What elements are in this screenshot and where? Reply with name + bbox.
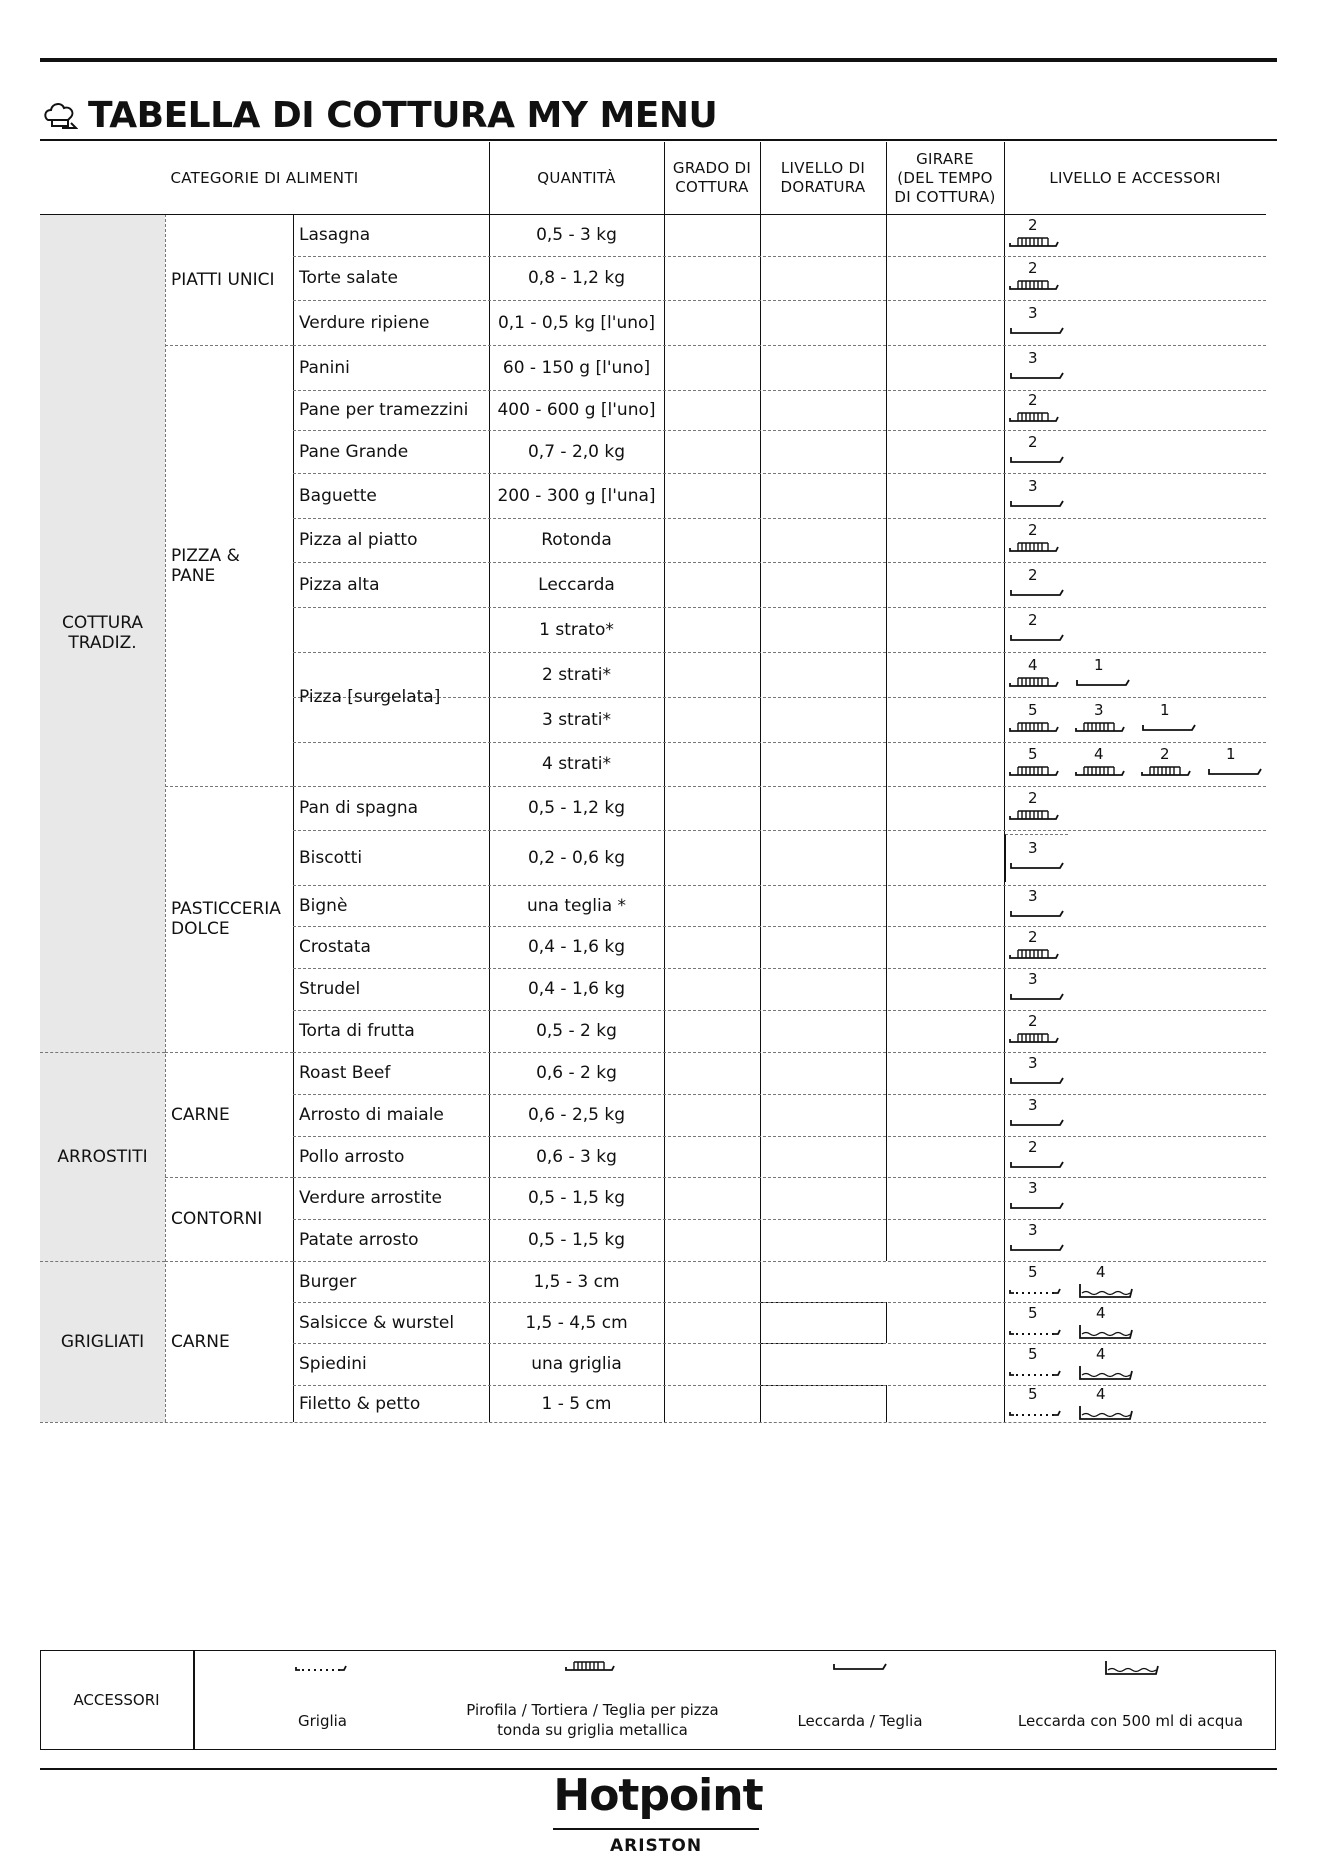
legend-divider	[193, 1650, 195, 1750]
accessory-pirofila-icon	[1008, 745, 1066, 779]
accessory-pirofila-icon	[1008, 216, 1066, 250]
row-divider	[293, 830, 1266, 831]
main-category-text: ARROSTITI	[57, 1146, 148, 1167]
accessory-leccarda-icon	[1008, 1221, 1066, 1255]
accessory-level: 2	[1028, 610, 1038, 629]
accessory-leccarda-icon	[1008, 610, 1066, 645]
accessory-level: 5	[1028, 745, 1038, 763]
accessory-level: 2	[1028, 521, 1038, 539]
col-divider	[165, 214, 166, 1422]
food-name: Roast Beef	[299, 1063, 391, 1083]
header-text: COTTURA	[675, 178, 749, 196]
legend-item-label	[735, 1711, 985, 1731]
accessory-pirofila-icon	[1008, 1012, 1066, 1046]
accessory-level: 5	[1028, 1384, 1038, 1403]
food-name: Lasagna	[299, 225, 371, 245]
food-quantity: 0,6 - 2,5 kg	[527, 1105, 626, 1125]
food-name: Torta di frutta	[299, 1021, 415, 1041]
row-divider	[293, 1385, 1266, 1386]
accessory-level: 2	[1160, 745, 1170, 763]
food-name: Strudel	[299, 979, 361, 999]
accessory-acqua-icon	[1074, 1303, 1136, 1342]
accessory-pirofila-icon	[1008, 928, 1066, 962]
title-text: TABELLA DI COTTURA MY MENU	[88, 94, 718, 136]
header-grado	[664, 159, 760, 197]
row-divider	[293, 430, 1266, 431]
header-text: GIRARE	[916, 149, 974, 168]
legend-item-text: Leccarda / Teglia	[797, 1712, 923, 1730]
food-quantity: 60 - 150 g [l'uno]	[502, 357, 651, 378]
header-text: QUANTITÀ	[537, 168, 616, 187]
food-name: Panini	[299, 357, 350, 378]
accessory-pirofila-icon	[1008, 391, 1066, 425]
col-divider	[664, 142, 665, 1422]
food-name: Biscotti	[299, 847, 363, 868]
subcategory	[171, 270, 275, 290]
food-quantity: 0,6 - 2 kg	[536, 1063, 617, 1083]
chef-hat-icon	[42, 98, 78, 132]
subcategory-text: PASTICCERIA	[171, 899, 281, 919]
subcategory	[171, 1105, 230, 1125]
food-quantity: 0,1 - 0,5 kg [l'uno]	[497, 312, 656, 333]
food-name: Pane per tramezzini	[299, 400, 469, 420]
accessory-pirofila-icon	[1008, 259, 1066, 293]
row-divider	[293, 1052, 1266, 1053]
food-quantity: 200 - 300 g [l'una]	[497, 485, 656, 506]
accessory-level: 5	[1028, 1262, 1038, 1281]
subcategory-text: CARNE	[171, 1104, 230, 1125]
food-quantity: 1,5 - 3 cm	[533, 1271, 620, 1292]
col-divider	[886, 1302, 887, 1343]
accessory-leccarda-icon	[1008, 303, 1066, 338]
food-quantity: 0,5 - 1,5 kg	[527, 1188, 626, 1208]
brand-logo: Hotpoint	[553, 1770, 763, 1821]
accessory-level: 4	[1096, 1262, 1106, 1281]
page-title	[42, 92, 717, 138]
header-livello-doratura	[760, 159, 886, 197]
food-quantity: 0,2 - 0,6 kg	[527, 847, 626, 868]
header-text: DORATURA	[780, 178, 866, 196]
top-rule	[40, 58, 1277, 62]
row-divider	[293, 1302, 1266, 1303]
accessory-leccarda-icon	[1008, 432, 1066, 467]
food-name: Pane Grande	[299, 441, 409, 462]
food-quantity: 3 strati*	[541, 709, 612, 730]
food-name: Pizza al piatto	[299, 530, 418, 550]
col-divider	[293, 214, 294, 1422]
row-divider	[293, 1177, 1266, 1178]
food-name: Baguette	[299, 485, 377, 506]
accessory-pirofila-icon	[1008, 789, 1066, 823]
food-quantity: Rotonda	[541, 530, 612, 550]
food-quantity: 1 - 5 cm	[541, 1393, 612, 1414]
accessory-pirofila-icon	[1074, 745, 1132, 779]
accessory-level: 3	[1028, 303, 1038, 322]
legend-item-text: Pirofila / Tortiera / Teglia per pizza	[466, 1701, 719, 1719]
food-quantity: 0,5 - 2 kg	[536, 1021, 617, 1041]
food-name: Verdure ripiene	[299, 312, 430, 333]
header-text: CATEGORIE DI ALIMENTI	[170, 168, 359, 187]
food-name: Salsicce & wurstel	[299, 1312, 455, 1333]
accessory-level: 5	[1028, 700, 1038, 719]
header-text: (DEL TEMPO	[897, 168, 993, 187]
row-divider	[293, 926, 1266, 927]
subcategory-divider	[165, 786, 293, 787]
accessory-level: 4	[1028, 655, 1038, 674]
accessory-level: 3	[1028, 1096, 1038, 1114]
accessory-griglia-icon	[1008, 1384, 1066, 1419]
food-name: Spiedini	[299, 1354, 367, 1374]
food-quantity: 0,5 - 1,2 kg	[527, 798, 626, 818]
subcategory-divider	[165, 345, 293, 346]
col-divider	[760, 142, 761, 1422]
accessory-level: 5	[1028, 1345, 1038, 1363]
accessory-level: 2	[1028, 391, 1038, 409]
subcategory	[171, 1332, 230, 1352]
row-divider	[293, 473, 1266, 474]
accessory-level: 3	[1028, 1054, 1038, 1072]
main-category-text: GRIGLIATI	[60, 1331, 145, 1352]
subcategory	[171, 899, 281, 939]
accessory-level: 4	[1094, 745, 1104, 763]
header-girare	[886, 150, 1004, 207]
accessory-leccarda-icon	[1074, 655, 1132, 690]
accessory-pirofila-icon	[1008, 655, 1066, 690]
subcategory	[171, 546, 240, 586]
subcategory-text: PANE	[171, 565, 216, 586]
food-quantity: 4 strati*	[541, 754, 612, 774]
row-divider	[293, 885, 1266, 886]
food-name: Filetto & petto	[299, 1393, 421, 1414]
subcategory-text: DOLCE	[171, 919, 230, 939]
accessory-leccarda-icon	[1008, 1096, 1066, 1130]
accessory-leccarda-icon	[1008, 1137, 1066, 1172]
row-divider	[293, 562, 1266, 563]
row-divider	[293, 1261, 1266, 1262]
row-divider	[293, 345, 1266, 346]
legend-acqua-icon	[1100, 1656, 1162, 1678]
logo-rule	[553, 1828, 759, 1830]
main-category	[40, 613, 165, 653]
food-quantity: 0,4 - 1,6 kg	[527, 979, 626, 999]
main-category-text: COTTURA	[62, 613, 143, 633]
accessory-level: 2	[1028, 565, 1038, 584]
legend-pirofila-icon	[564, 1656, 622, 1674]
food-name: Bignè	[299, 895, 348, 916]
main-category	[40, 1332, 165, 1352]
accessory-level: 4	[1096, 1303, 1106, 1322]
food-quantity: 0,7 - 2,0 kg	[527, 441, 626, 462]
food-quantity: 0,5 - 3 kg	[536, 225, 617, 245]
header-categorie	[40, 169, 489, 188]
food-quantity: 0,6 - 3 kg	[536, 1146, 617, 1167]
header-quantita	[489, 169, 664, 188]
accessory-level: 2	[1028, 216, 1038, 234]
accessory-level: 5	[1028, 1303, 1038, 1322]
accessory-leccarda-icon	[1008, 565, 1066, 600]
accessory-level: 2	[1028, 1137, 1038, 1156]
brand-sub: ARISTON	[609, 1836, 703, 1856]
legend-griglia-icon	[294, 1656, 352, 1674]
row-divider	[293, 786, 1266, 787]
accessory-level: 2	[1028, 259, 1038, 277]
category-divider	[40, 1261, 165, 1262]
col-divider	[1004, 142, 1005, 1422]
row-divider	[293, 968, 1266, 969]
subcategory-divider	[165, 1261, 293, 1262]
food-name: Pan di spagna	[299, 798, 419, 818]
accessory-leccarda-icon	[1206, 745, 1264, 779]
row-divider	[293, 1219, 1266, 1220]
food-quantity: una teglia *	[526, 895, 627, 916]
subcategory-text: CARNE	[171, 1331, 230, 1352]
header-livello-accessori	[1004, 169, 1266, 188]
row-divider	[293, 607, 1266, 608]
accessory-level: 3	[1028, 970, 1038, 988]
accessory-leccarda-icon	[1008, 886, 1066, 921]
food-name: Pizza alta	[299, 574, 380, 595]
subcategory-divider	[165, 1052, 293, 1053]
row-divider	[293, 1136, 1266, 1137]
legend-item-label	[450, 1700, 735, 1740]
subcategory-text: PIZZA &	[171, 545, 240, 566]
accessory-level: 3	[1028, 476, 1038, 495]
row-divider	[293, 652, 1266, 653]
accessory-level: 3	[1028, 348, 1038, 367]
accessory-level: 4	[1096, 1384, 1106, 1403]
accessory-level: 3	[1094, 700, 1104, 719]
header-text: GRADO DI	[672, 159, 752, 177]
food-name: Verdure arrostite	[299, 1188, 442, 1208]
row-divider	[293, 518, 1266, 519]
accessory-level: 4	[1096, 1345, 1106, 1363]
row-divider	[293, 256, 1266, 257]
row-divider	[293, 1010, 1266, 1011]
accessory-level: 2	[1028, 432, 1038, 451]
accessory-level: 2	[1028, 1012, 1038, 1030]
legend-label: ACCESSORI	[73, 1691, 160, 1709]
accessory-leccarda-icon	[1008, 348, 1066, 383]
food-name: Torte salate	[299, 268, 398, 288]
legend-item-text: Leccarda con 500 ml di acqua	[1017, 1712, 1244, 1730]
main-category-text: TRADIZ.	[68, 633, 137, 653]
legend-item-text: Griglia	[297, 1712, 347, 1730]
subcategory-text: PIATTI UNICI	[171, 269, 275, 290]
header-text: DI COTTURA)	[894, 187, 996, 206]
accessory-level: 3	[1028, 1221, 1038, 1239]
food-name: Pollo arrosto	[299, 1146, 405, 1167]
food-name: Patate arrosto	[299, 1230, 419, 1250]
accessory-leccarda-icon	[1008, 1179, 1066, 1213]
accessory-pirofila-icon	[1140, 745, 1198, 779]
title-rule	[40, 139, 1277, 141]
legend-item-label	[195, 1711, 450, 1731]
accessory-level: 1	[1226, 745, 1236, 763]
accessory-leccarda-icon	[1008, 1054, 1066, 1088]
accessory-griglia-icon	[1008, 1262, 1066, 1297]
accessory-pirofila-icon	[1074, 700, 1132, 735]
food-quantity: 400 - 600 g [l'uno]	[497, 400, 656, 420]
accessory-level: 2	[1028, 789, 1038, 807]
food-quantity: 1,5 - 4,5 cm	[525, 1312, 628, 1333]
header-text: LIVELLO DI	[780, 159, 866, 177]
accessory-level: 1	[1160, 700, 1170, 719]
row-divider	[293, 742, 1266, 743]
accessory-acqua-icon	[1074, 1345, 1136, 1383]
row-divider	[293, 1343, 1266, 1344]
header-rule	[40, 214, 1266, 215]
legend-item-text: tonda su griglia metallica	[497, 1721, 688, 1739]
accessory-leccarda-icon	[1008, 970, 1066, 1004]
highlight-box	[1005, 834, 1068, 882]
accessory-level: 2	[1028, 928, 1038, 946]
row-divider	[293, 390, 1266, 391]
food-quantity: 0,5 - 1,5 kg	[527, 1230, 626, 1250]
food-name: Burger	[299, 1271, 357, 1292]
accessory-leccarda-icon	[1008, 476, 1066, 511]
col-divider	[886, 1385, 887, 1422]
food-quantity: 1 strato*	[539, 619, 614, 640]
category-shade	[40, 214, 165, 1422]
accessory-pirofila-icon	[1008, 521, 1066, 555]
food-name: Crostata	[299, 937, 371, 957]
subcategory-divider	[165, 1177, 293, 1178]
accessory-acqua-icon	[1074, 1262, 1136, 1301]
subcategory	[171, 1209, 262, 1229]
food-quantity: Leccarda	[538, 574, 615, 595]
food-quantity: 2 strati*	[541, 664, 612, 685]
accessory-griglia-icon	[1008, 1303, 1066, 1338]
category-divider	[40, 1052, 165, 1053]
legend-leccarda-icon	[831, 1656, 889, 1674]
food-name-pizza-surgelata: Pizza [surgelata]	[299, 686, 441, 707]
row-divider	[293, 1094, 1266, 1095]
accessory-leccarda-icon	[1140, 700, 1198, 735]
food-quantity: 0,4 - 1,6 kg	[527, 937, 626, 957]
row-divider	[293, 300, 1266, 301]
food-name: Arrosto di maiale	[299, 1105, 444, 1125]
accessory-acqua-icon	[1074, 1384, 1136, 1423]
accessory-level: 3	[1028, 1179, 1038, 1197]
legend-item-label	[985, 1711, 1276, 1731]
header-text: LIVELLO E ACCESSORI	[1049, 168, 1221, 187]
accessory-level: 3	[1028, 838, 1038, 857]
main-category	[40, 1147, 165, 1167]
accessory-level: 1	[1094, 655, 1104, 674]
food-quantity: 0,8 - 1,2 kg	[527, 268, 626, 288]
accessory-griglia-icon	[1008, 1345, 1066, 1379]
subcategory-text: CONTORNI	[171, 1209, 263, 1229]
food-quantity: una griglia	[531, 1354, 622, 1374]
accessory-pirofila-icon	[1008, 700, 1066, 735]
accessory-level: 3	[1028, 886, 1038, 905]
